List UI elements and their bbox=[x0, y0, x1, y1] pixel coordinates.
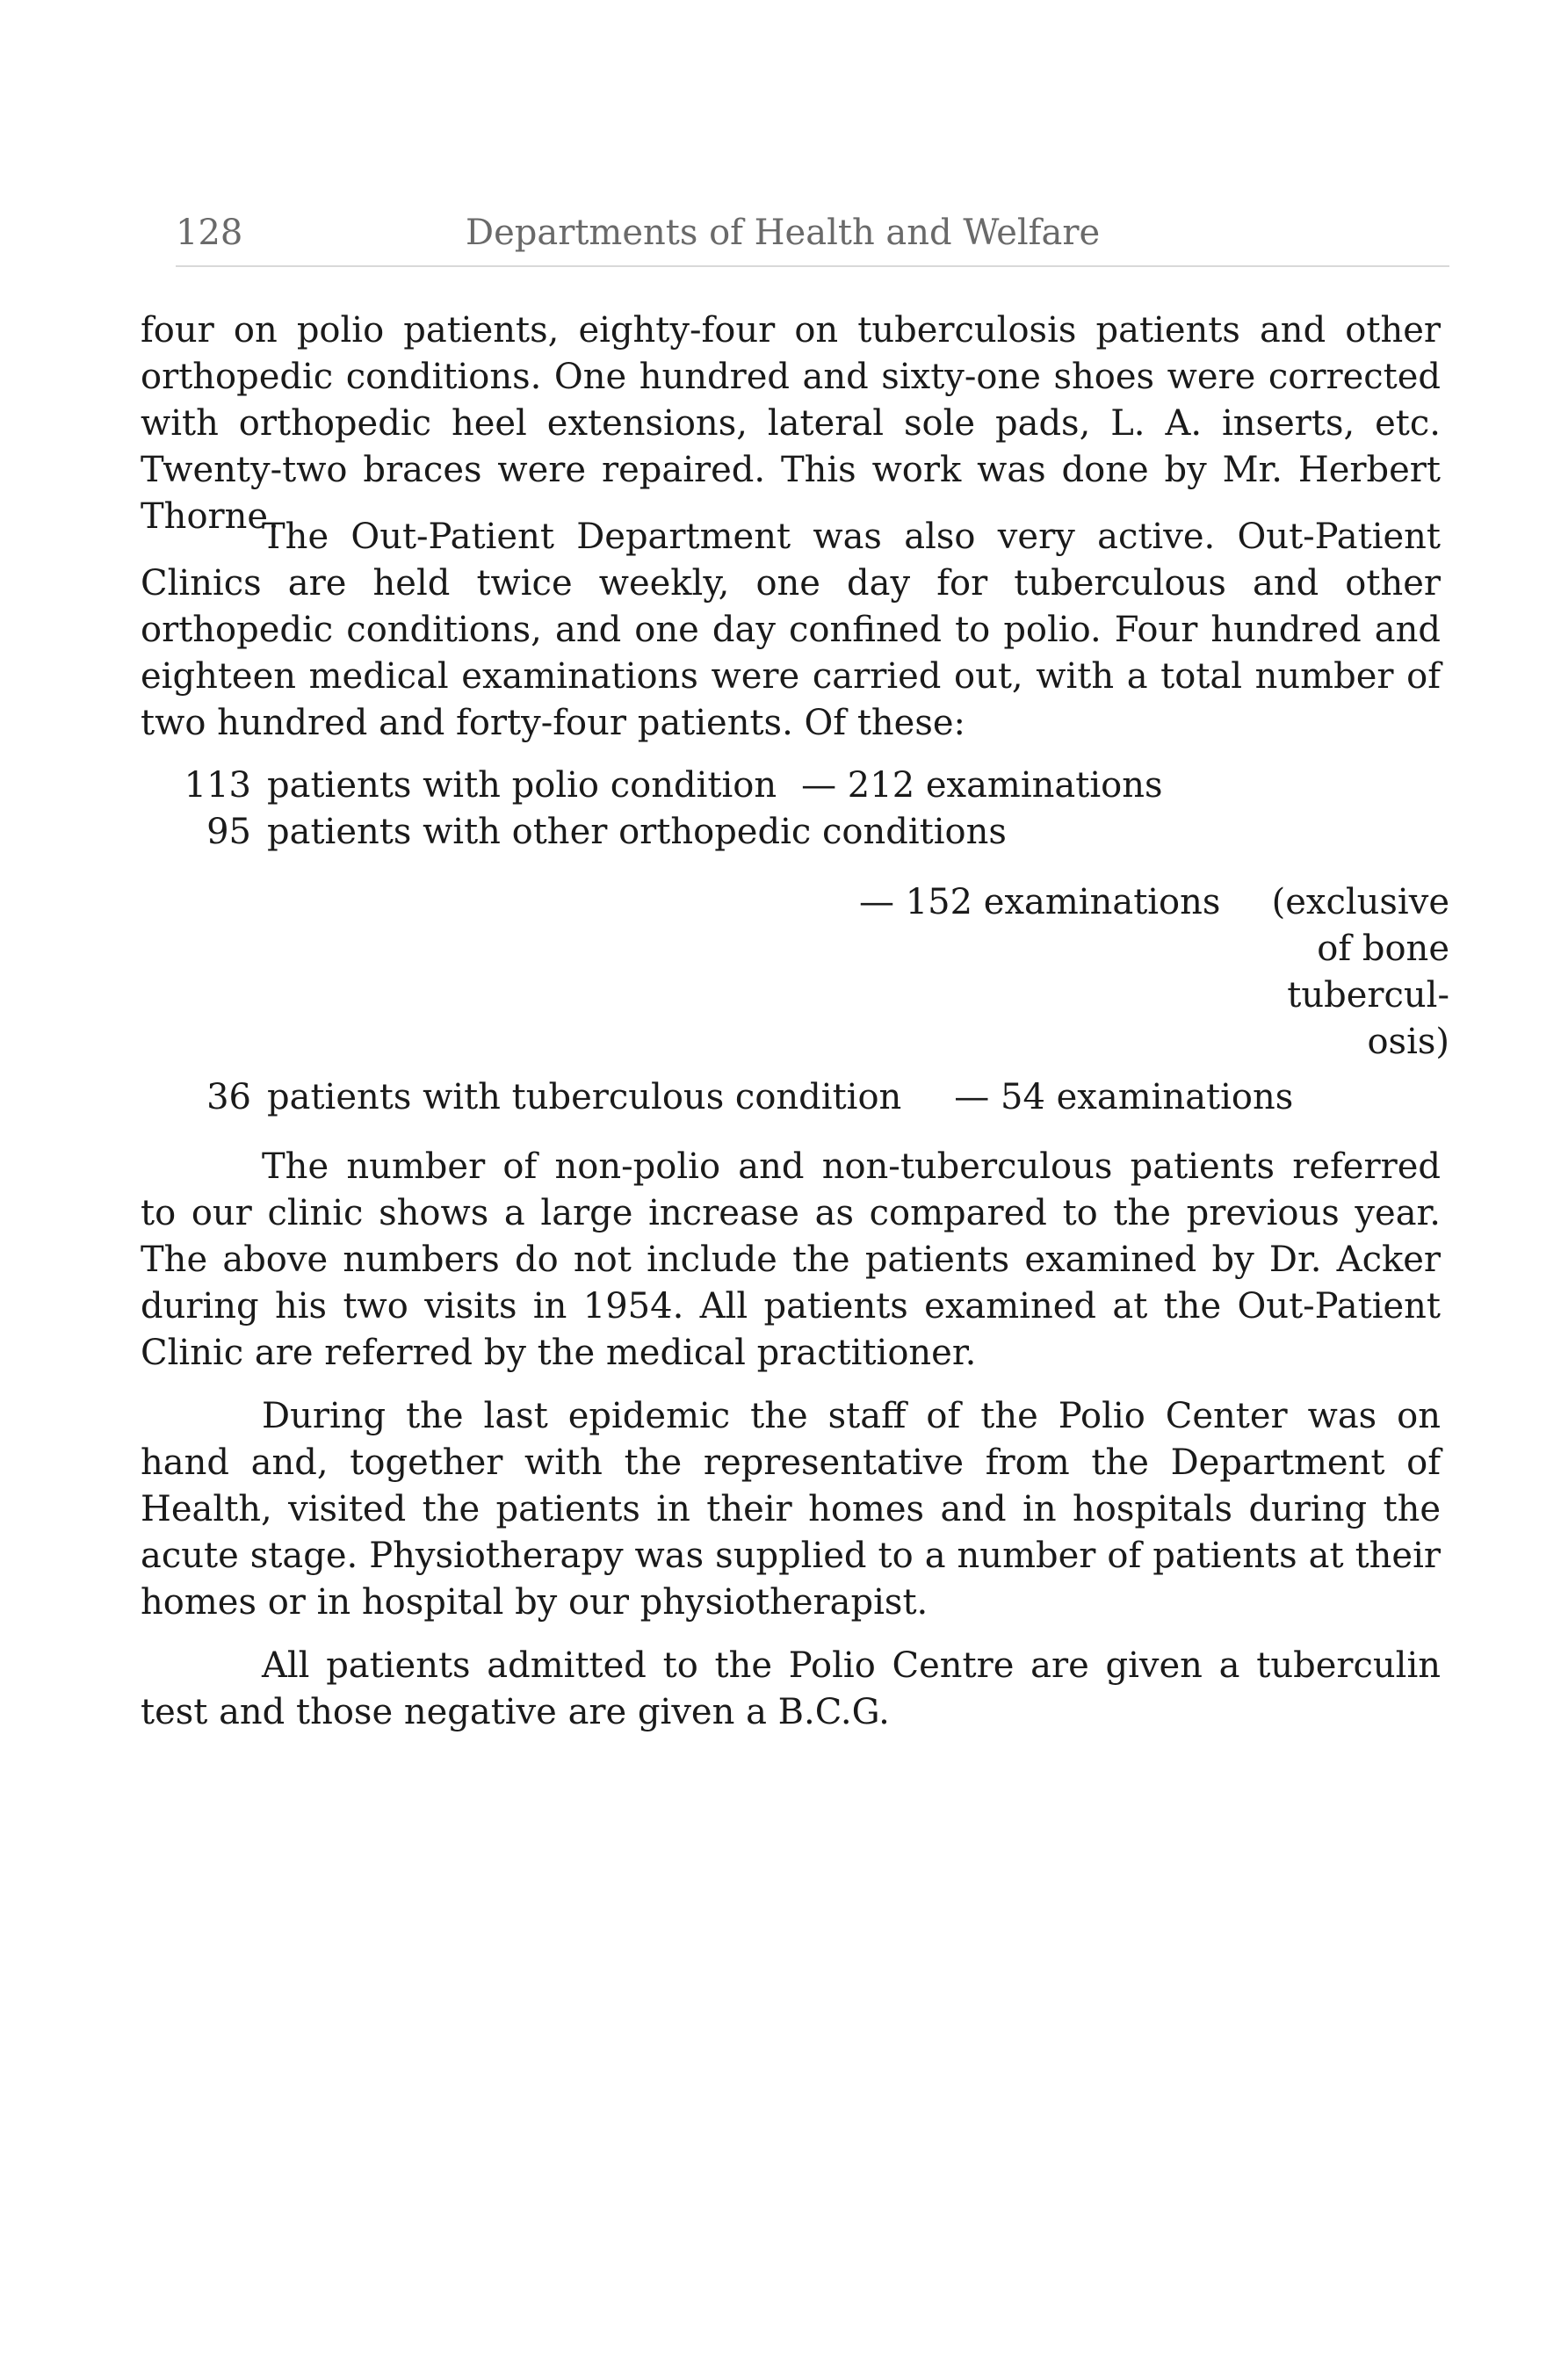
stat-label: patients with tuberculous condition bbox=[267, 1077, 902, 1117]
stat-note: (exclusive of bone tubercul- osis) bbox=[1271, 882, 1449, 1062]
running-head bbox=[176, 213, 1449, 265]
paragraph-referrals: The number of non-polio and non-tuberculous patients referred to our clinic shows a large increase as compared to the previous year. The above numbers do not include the patients examined by Dr. Acker during his two visits in 1954. All patients examined at the Out-Patient Clinic are referred by the medical practitioner. bbox=[141, 1146, 1441, 1373]
paragraph-epidemic: During the last epidemic the staff of the Polio Center was on hand and, together with the representative from the Department of Health, visited the patients in their homes and in hospitals during the acute stage. Physiotherapy was supplied to a number of patients at their homes or in hospital by our physiotherapist. bbox=[141, 1396, 1441, 1623]
stat-exams: — 54 examinations bbox=[954, 1077, 1294, 1117]
stat-label: patients with other orthopedic conditions bbox=[267, 812, 1007, 852]
stat-polio bbox=[172, 763, 1163, 809]
stat-count: 113 bbox=[184, 765, 251, 806]
paragraph-out-patient: The Out-Patient Department was also very active. Out-Patient Clinics are held twice weekly, one day for tuberculous and other orthopedic conditions, and one day confined to polio. Four hundred and eighteen medical examinations were carried out, with a total number of two hundred and forty-four patients. Of these: bbox=[141, 517, 1441, 743]
paragraph-shoe-repairs: four on polio patients, eighty-four on tuberculosis patients and other orthopedic conditions. One hundred and sixty-one shoes were corrected with orthopedic heel extensions, lateral sole pads, L. A. inserts, etc. Twenty-two braces were repaired. This work was done by Mr. Herbert Thorne. bbox=[141, 310, 1441, 537]
stat-label: patients with polio condition bbox=[267, 765, 777, 806]
stat-orthopedic bbox=[172, 809, 1007, 856]
stat-exams: — 152 examinations bbox=[859, 882, 1221, 922]
page-header: Departments of Health and Welfare bbox=[466, 213, 1101, 253]
stat-count: 36 bbox=[206, 1077, 251, 1117]
page-number: 128 bbox=[176, 213, 243, 253]
paragraph-tuberculin-test: All patients admitted to the Polio Centre are given a tuberculin test and those negative are given a B.C.G. bbox=[141, 1645, 1441, 1732]
stat-exams: — 212 examinations bbox=[801, 765, 1163, 806]
stat-count: 95 bbox=[206, 812, 251, 852]
stat-tuberculous bbox=[172, 1074, 1293, 1121]
header-rule bbox=[176, 265, 1449, 267]
